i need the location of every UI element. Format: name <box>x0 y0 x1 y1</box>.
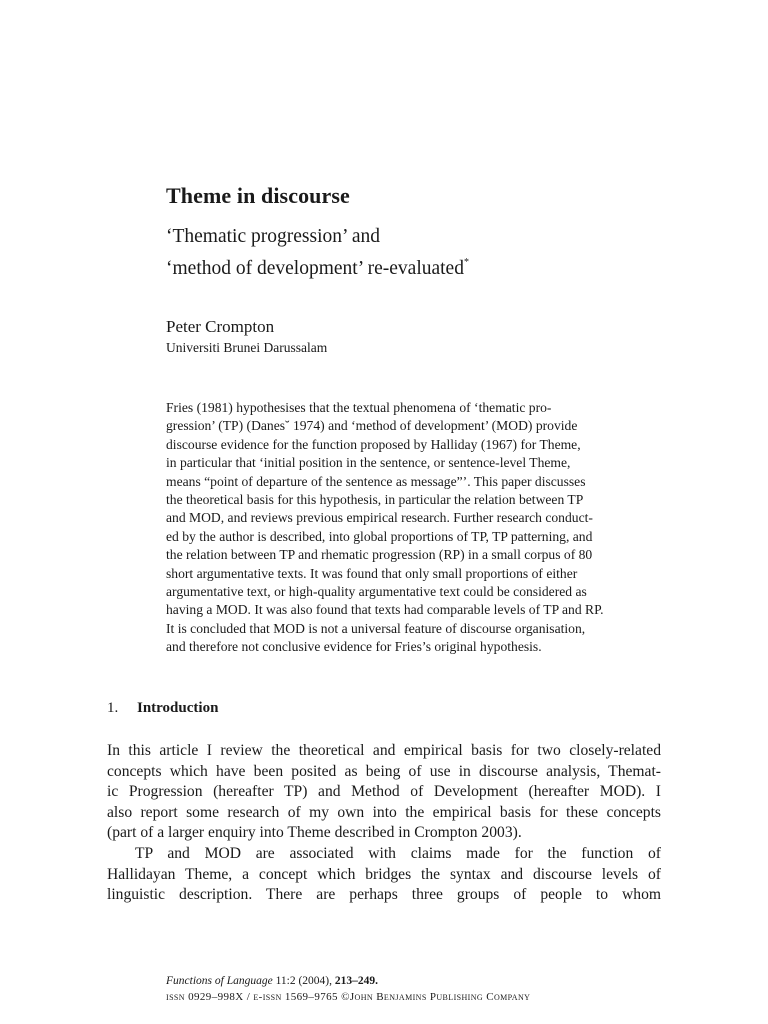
issn-line: issn 0929–998X / e-issn 1569–9765 ©John Benjamins Publishing Company <box>166 991 531 1003</box>
abstract-line: It is concluded that MOD is not a universal feature of discourse organisation, <box>166 620 586 636</box>
abstract-line: means “point of departure of the sentence as message”’. This paper discusses <box>166 473 586 489</box>
abstract-line: and therefore not conclusive evidence for Fries’s original hypothesis. <box>166 639 542 655</box>
author-affiliation: Universiti Brunei Darussalam <box>166 340 328 355</box>
citation-line <box>166 973 530 989</box>
abstract-line: short argumentative texts. It was found that only small proportions of either <box>166 565 578 581</box>
abstract-line: the theoretical basis for this hypothesis, in particular the relation between TP <box>166 492 584 508</box>
body-text <box>107 741 661 906</box>
article-subtitle <box>166 224 469 282</box>
body-line: linguistic description. There are perhaps three groups of people to whom <box>107 886 661 904</box>
article-title: Theme in discourse <box>166 183 350 208</box>
section-number: 1. <box>107 700 119 716</box>
abstract-line: discourse evidence for the function proposed by Halliday (1967) for Theme, <box>166 436 581 452</box>
body-line: (part of a larger enquiry into Theme described in Crompton 2003). <box>107 824 522 842</box>
abstract-line: and MOD, and reviews previous empirical research. Further research conduct- <box>166 510 593 526</box>
abstract-line: gression’ (TP) (Danes˘ 1974) and ‘method of development’ (MOD) provide <box>166 418 578 434</box>
journal-name: Functions of Language <box>166 975 273 987</box>
body-line: ic Progression (hereafter TP) and Method of Development (hereafter MOD). I <box>107 783 661 801</box>
subtitle-line-1: ‘Thematic progression’ and <box>166 226 381 247</box>
section-title: Introduction <box>137 700 219 716</box>
abstract-line: having a MOD. It was also found that texts had comparable levels of TP and RP. <box>166 602 604 618</box>
page-range: 213–249. <box>334 975 379 987</box>
journal-volume: 11:2 (2004), <box>272 975 335 987</box>
abstract-line: ed by the author is described, into global proportions of TP, TP patterning, and <box>166 528 593 544</box>
body-line: Hallidayan Theme, a concept which bridges the syntax and discourse levels of <box>107 865 661 883</box>
abstract-line: argumentative text, or high-quality argumentative text could be considered as <box>166 584 587 600</box>
subtitle-line-2: ‘method of development’ re-evaluated <box>166 258 464 279</box>
author-name: Peter Crompton <box>166 317 275 336</box>
body-line: concepts which have been posited as being of use in discourse analysis, Themat- <box>107 762 661 780</box>
subtitle-footnote-mark[interactable]: * <box>463 257 469 268</box>
page-footer <box>166 973 530 1005</box>
abstract-line: Fries (1981) hypothesises that the textual phenomena of ‘thematic pro- <box>166 400 552 415</box>
abstract-line: the relation between TP and rhematic progression (RP) in a small corpus of 80 <box>166 547 593 563</box>
abstract-line: in particular that ‘initial position in the sentence, or sentence-level Theme, <box>166 455 571 471</box>
section-heading <box>107 700 218 717</box>
abstract <box>166 399 658 657</box>
body-line: TP and MOD are associated with claims made for the function of <box>135 844 661 862</box>
body-line: In this article I review the theoretical and empirical basis for two closely-related <box>107 742 661 759</box>
body-line: also report some research of my own into the empirical basis for these concepts <box>107 803 661 821</box>
